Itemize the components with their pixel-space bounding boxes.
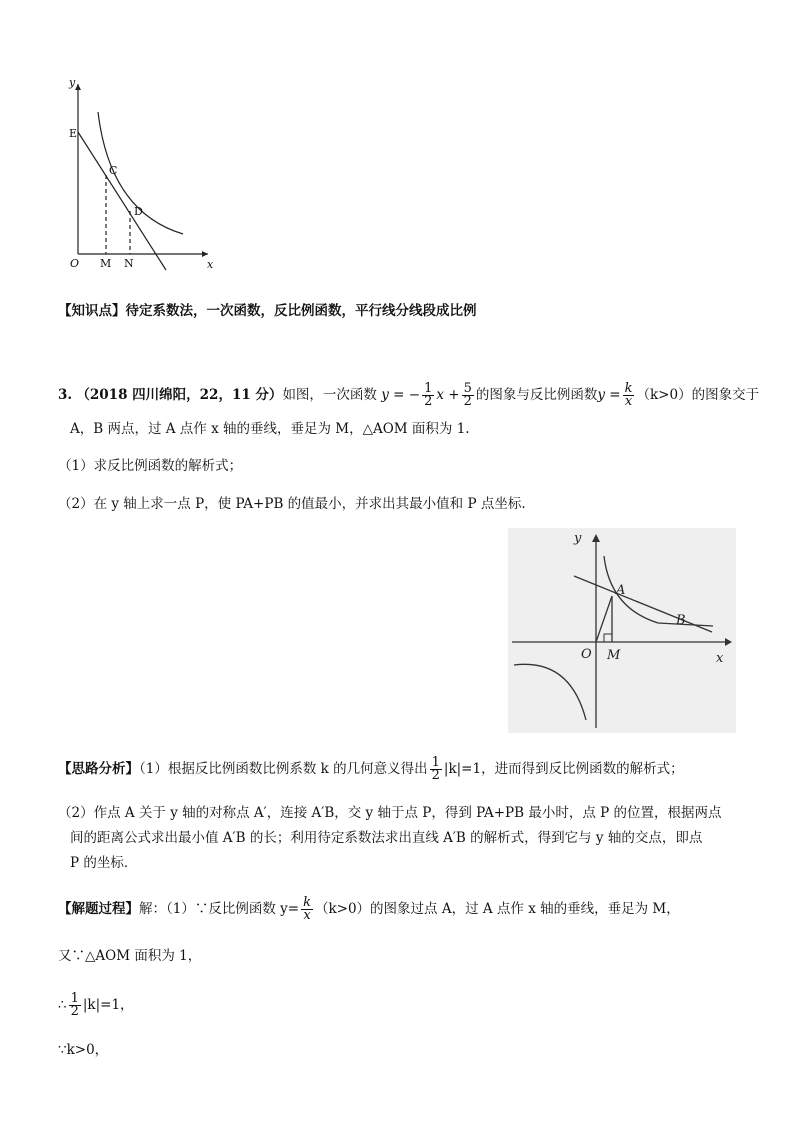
label-x: x	[207, 258, 214, 271]
frac-num: 1	[424, 381, 433, 396]
fraction-k-x	[623, 383, 635, 408]
label-o: O	[70, 257, 80, 270]
label-c: C	[109, 164, 118, 177]
label-m: M	[100, 257, 112, 270]
frac-num: 5	[463, 381, 472, 396]
frac-den: x	[303, 908, 311, 923]
analysis-line-4: P 的坐标．	[70, 855, 138, 871]
figure-2-graph	[508, 528, 736, 733]
figure-1-graph	[58, 72, 230, 277]
analysis-line-3: 间的距离公式求出最小值 A′B 的长；利用待定系数法求出直线 A′B 的解析式，得到它与 y 轴的交点，即点	[70, 830, 703, 846]
label-m: M	[607, 648, 621, 663]
frac-num: 1	[431, 755, 440, 770]
solution-1-post: （k>0）的图象过点 A，过 A 点作 x 轴的垂线，垂足为 M，	[314, 901, 680, 917]
question-2: （2）在 y 轴上求一点 P，使 PA+PB 的值最小，并求出其最小值和 P 点坐标.	[58, 496, 526, 512]
label-o: O	[581, 647, 592, 662]
equation-y: y = −	[381, 387, 421, 403]
label-y: y	[574, 531, 582, 546]
frac-den: 2	[424, 394, 433, 409]
label-b: B	[676, 613, 686, 628]
solution-3-post: |k|=1，	[82, 997, 134, 1013]
problem-intro-c: （k>0）的图象交于	[636, 387, 760, 403]
label-x: x	[716, 651, 724, 666]
problem-number: 3.	[58, 387, 73, 403]
analysis-1-post: |k|=1，进而得到反比例函数的解析式；	[443, 761, 684, 777]
label-d: D	[134, 205, 143, 218]
fraction-1-2	[422, 383, 434, 408]
analysis-line-1	[58, 757, 684, 782]
equation-x-plus: x +	[436, 387, 460, 403]
analysis-line-2: （2）作点 A 关于 y 轴的对称点 A′，连接 A′B，交 y 轴于点 P，得到 PA+PB 最小时，点 P 的位置，根据两点	[58, 805, 722, 821]
frac-num: k	[624, 381, 633, 396]
label-y: y	[69, 76, 76, 89]
solution-line-2: 又∵△AOM 面积为 1，	[58, 948, 202, 964]
fraction-half	[430, 757, 442, 782]
problem-intro-b: 的图象与反比例函数	[475, 387, 598, 403]
problem-intro-a: 如图，一次函数	[282, 387, 377, 403]
frac-den: 2	[431, 768, 440, 783]
analysis-1-pre: （1）根据反比例函数比例系数 k 的几何意义得出	[139, 761, 428, 777]
label-a: A	[616, 583, 626, 598]
problem-line-2: A，B 两点，过 A 点作 x 轴的垂线，垂足为 M，△AOM 面积为 1.	[70, 421, 470, 437]
fraction-k-x	[301, 897, 313, 922]
analysis-tag: 【思路分析】	[58, 761, 139, 777]
linear-function-line	[78, 132, 166, 270]
frac-num: k	[303, 895, 311, 910]
frac-den: 2	[70, 1004, 79, 1019]
equation-y2: y =	[597, 387, 621, 403]
fraction-5-2	[462, 383, 474, 408]
therefore-symbol: ∴	[58, 997, 67, 1013]
solution-line-1	[58, 897, 680, 922]
question-1: （1）求反比例函数的解析式；	[58, 458, 243, 474]
label-n: N	[124, 257, 134, 270]
frac-den: 2	[463, 394, 472, 409]
knowledge-points: 【知识点】待定系数法，一次函数，反比例函数，平行线分线段成比例	[58, 303, 477, 319]
problem-source: （2018 四川绵阳，22，11 分）	[76, 387, 283, 403]
label-e: E	[69, 127, 78, 140]
fraction-half	[69, 993, 81, 1018]
solution-tag: 【解题过程】	[58, 901, 139, 917]
solution-1-pre: 解：（1）∵反比例函数 y=	[139, 901, 300, 917]
solution-line-4: ∵k>0，	[58, 1042, 109, 1058]
frac-den: x	[624, 394, 633, 409]
problem-line-1	[58, 383, 759, 408]
frac-num: 1	[70, 991, 79, 1006]
solution-line-3	[58, 993, 134, 1018]
